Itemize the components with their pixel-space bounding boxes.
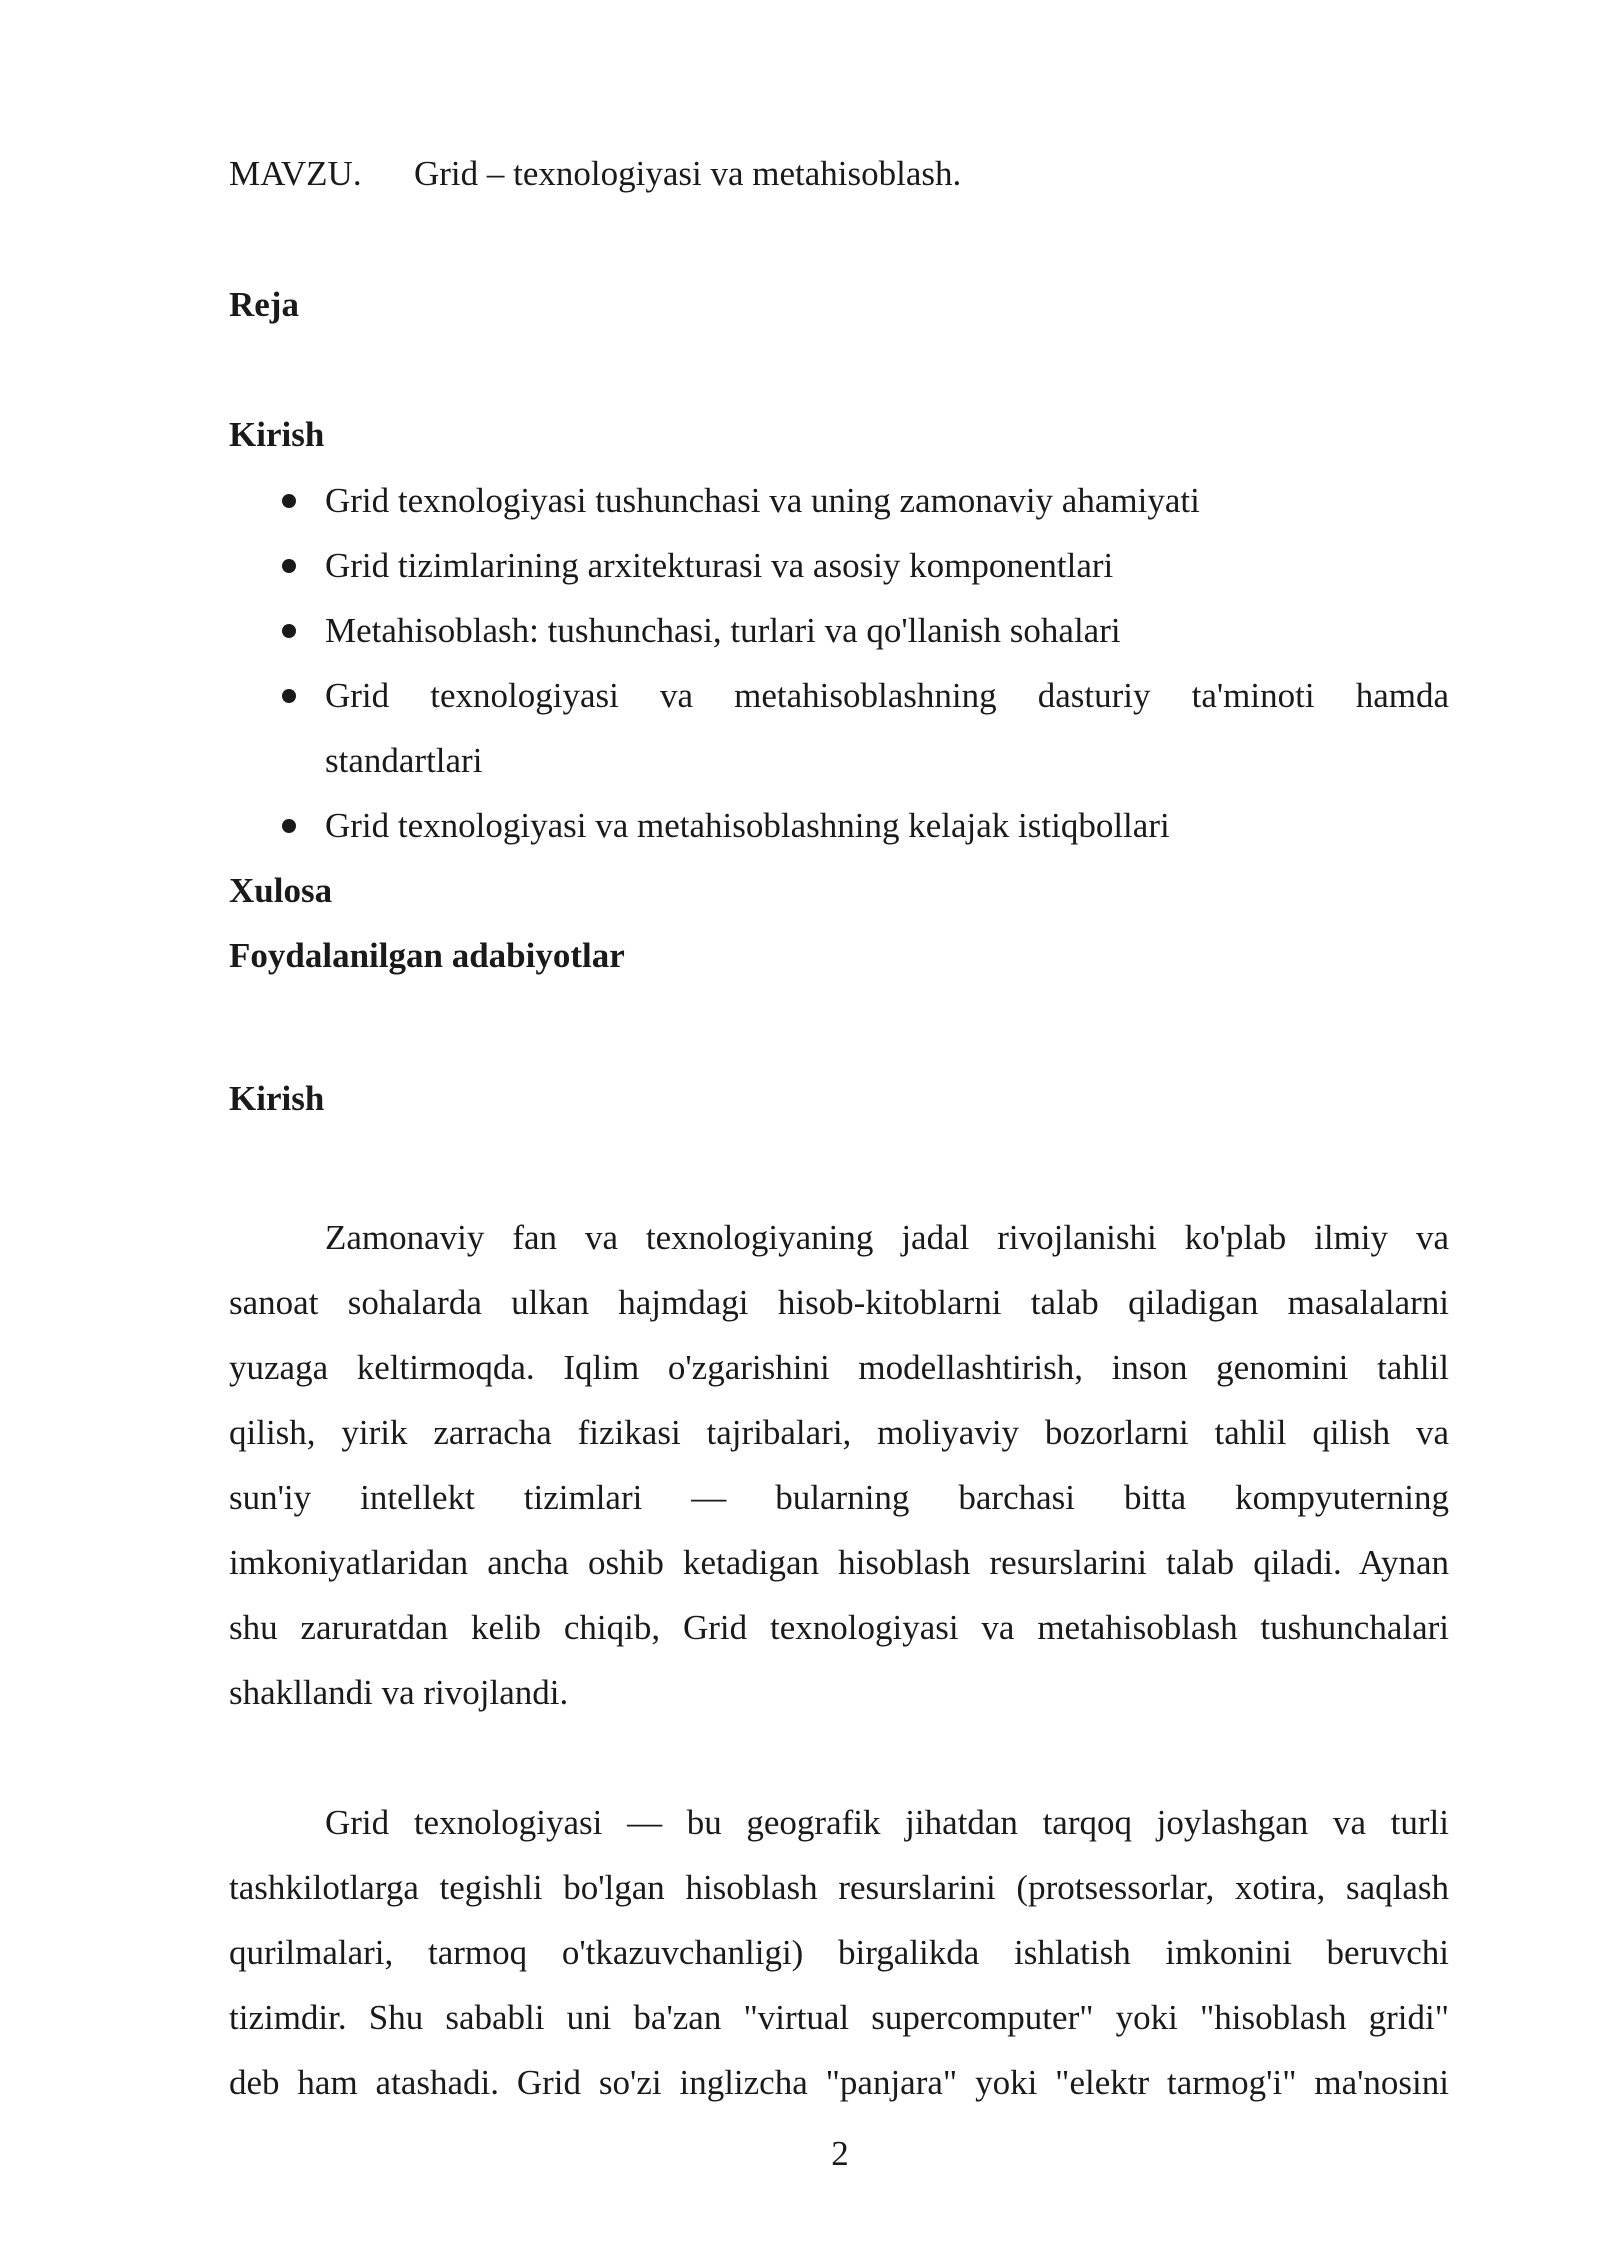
paragraph-line: tashkilotlarga tegishli bo'lgan hisoblash resurslarini (protsessorlar, xotira, saqlash	[229, 1868, 1449, 1907]
plan-list-item-continuation: standartlari	[325, 741, 483, 780]
bullet-icon	[282, 819, 296, 833]
plan-list-item: Grid texnologiyasi va metahisoblashning dasturiy ta'minoti hamda	[325, 676, 1449, 715]
paragraph-line: Zamonaviy fan va texnologiyaning jadal rivojlanishi ko'plab ilmiy va	[325, 1218, 1449, 1257]
paragraph-line: yuzaga keltirmoqda. Iqlim o'zgarishini modellashtirish, inson genomini tahlil	[229, 1348, 1449, 1387]
plan-list-item: Grid tizimlarining arxitekturasi va asosiy komponentlari	[325, 546, 1114, 585]
plan-heading: Reja	[229, 285, 299, 324]
topic-label: MAVZU.	[229, 154, 362, 193]
paragraph-line: qurilmalari, tarmoq o'tkazuvchanligi) birgalikda ishlatish imkonini beruvchi	[229, 1933, 1449, 1972]
topic-title: Grid – texnologiyasi va metahisoblash.	[414, 154, 962, 193]
page-number: 2	[831, 2134, 849, 2173]
paragraph-line: sun'iy intellekt tizimlari — bularning barchasi bitta kompyuterning	[229, 1478, 1449, 1517]
paragraph-line: shu zaruratdan kelib chiqib, Grid texnologiyasi va metahisoblash tushunchalari	[229, 1608, 1449, 1647]
plan-intro-item: Kirish	[229, 415, 325, 454]
paragraph-line: qilish, yirik zarracha fizikasi tajribalari, moliyaviy bozorlarni tahlil qilish va	[229, 1413, 1449, 1452]
plan-conclusion-item: Xulosa	[229, 871, 333, 910]
bullet-icon	[282, 689, 296, 703]
plan-list-item: Metahisoblash: tushunchasi, turlari va qo'llanish sohalari	[325, 611, 1121, 650]
bullet-icon	[282, 559, 296, 573]
paragraph-line: deb ham atashadi. Grid so'zi inglizcha "panjara" yoki "elektr tarmog'i" ma'nosini	[229, 2063, 1449, 2102]
bullet-icon	[282, 624, 296, 638]
paragraph-line: Grid texnologiyasi — bu geografik jihatdan tarqoq joylashgan va turli	[325, 1803, 1449, 1842]
paragraph-line: tizimdir. Shu sababli uni ba'zan "virtual supercomputer" yoki "hisoblash gridi"	[229, 1998, 1449, 2037]
plan-references-item: Foydalanilgan adabiyotlar	[229, 936, 625, 975]
bullet-icon	[282, 494, 296, 508]
plan-list-item: Grid texnologiyasi va metahisoblashning kelajak istiqbollari	[325, 806, 1170, 845]
section-heading: Kirish	[229, 1079, 325, 1118]
plan-list-item: Grid texnologiyasi tushunchasi va uning zamonaviy ahamiyati	[325, 481, 1200, 520]
paragraph-line: imkoniyatlaridan ancha oshib ketadigan hisoblash resurslarini talab qiladi. Aynan	[229, 1543, 1449, 1582]
paragraph-line: sanoat sohalarda ulkan hajmdagi hisob-kitoblarni talab qiladigan masalalarni	[229, 1283, 1449, 1322]
paragraph-line: shakllandi va rivojlandi.	[229, 1673, 569, 1712]
